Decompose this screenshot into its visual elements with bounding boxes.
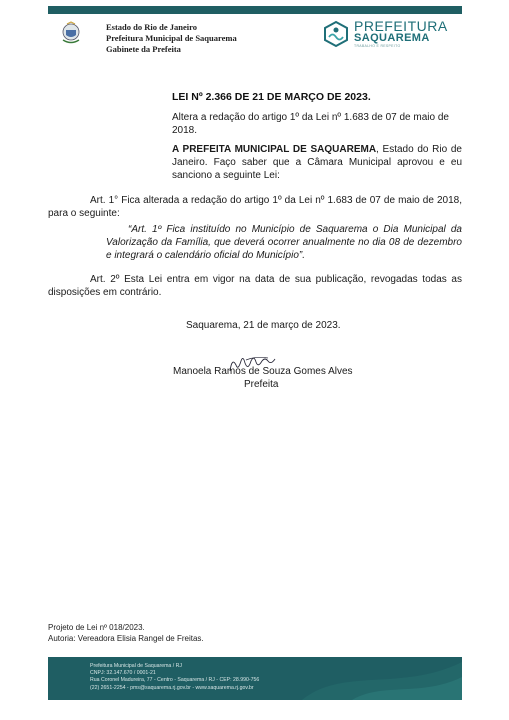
project-author: Autoria: Vereadora Elisia Rangel de Freitas. xyxy=(48,634,204,643)
prefeitura-logo xyxy=(322,18,462,50)
project-info xyxy=(48,622,204,644)
signer-name: Manoela Ramos de Souza Gomes Alves xyxy=(173,366,353,377)
article-2: Art. 2º Esta Lei entra em vigor na data de sua publicação, revogadas todas as disposições em contrário. xyxy=(48,274,462,298)
article-1: Art. 1° Fica alterada a redação do artigo 1º da Lei nº 1.683 de 07 de maio de 2018, para o seguinte: xyxy=(48,195,462,219)
header-office: Gabinete da Prefeita xyxy=(106,44,181,54)
logo-word-top: PREFEITURA xyxy=(354,18,448,35)
footer-org: Prefeitura Municipal de Saquarema / RJ xyxy=(90,663,182,669)
signing-date: Saquarema, 21 de março de 2023. xyxy=(186,320,341,331)
footer-contact: (22) 2651-2254 - pms@saquarema.rj.gov.br - www.saquarema.rj.gov.br xyxy=(90,684,254,691)
intro-bold: A PREFEITA MUNICIPAL DE SAQUAREMA xyxy=(172,144,377,155)
law-intro xyxy=(172,143,462,182)
footer-wave-decoration xyxy=(262,657,462,700)
top-bar xyxy=(48,6,462,14)
article-1-quote: “Art. 1º Fica instituído no Município de Saquarema o Dia Municipal da Valorização da Família, que deverá ocorrer anualmente no dia 08 de dezembro e integrará o calendário oficial do Município”. xyxy=(106,224,462,261)
law-ementa: Altera a redação do artigo 1º da Lei nº 1.683 de 07 de maio de 2018. xyxy=(172,112,449,136)
footer-bar xyxy=(48,657,462,700)
law-title: LEI Nº 2.366 DE 21 DE MARÇO DE 2023. xyxy=(172,91,371,103)
project-number: Projeto de Lei nº 018/2023. xyxy=(48,623,145,632)
intro-rest: , Estado do Rio de Janeiro. Faço saber que a Câmara Municipal aprovou e eu sanciono a seguinte Lei: xyxy=(172,144,462,181)
document-header xyxy=(58,20,237,55)
saquarema-logo-icon xyxy=(322,20,350,48)
footer-address: Rua Coronel Madureira, 77 - Centro - Saquarema / RJ - CEP: 28.990-756 xyxy=(90,677,260,684)
signer-role: Prefeita xyxy=(244,379,279,390)
header-prefecture: Prefeitura Municipal de Saquarema xyxy=(106,33,237,43)
footer-cnpj: CNPJ: 32.147.670 / 0001-21 xyxy=(90,670,156,677)
logo-word-bottom: SAQUAREMA xyxy=(354,32,430,45)
coat-of-arms-icon xyxy=(58,20,84,46)
header-state: Estado do Rio de Janeiro xyxy=(106,22,197,32)
logo-tagline: TRABALHO E RESPEITO xyxy=(354,44,401,49)
